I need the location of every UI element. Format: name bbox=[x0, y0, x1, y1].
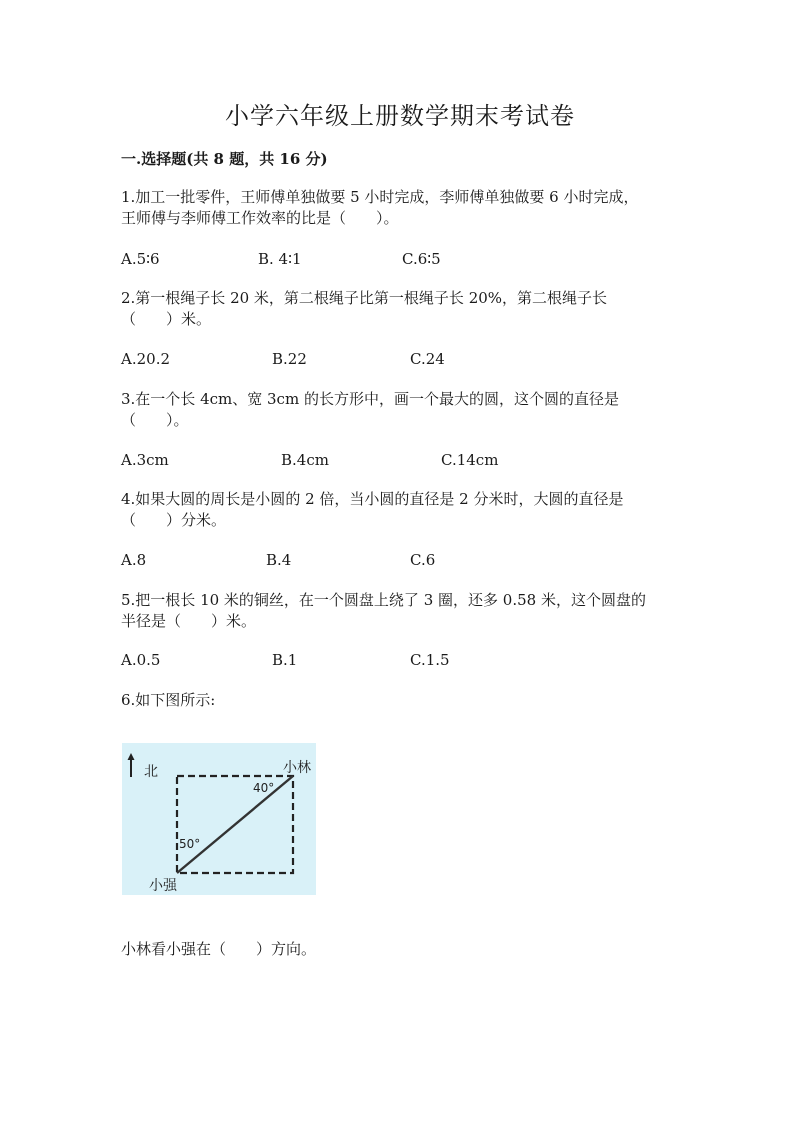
question-5-option-c[interactable]: C.1.5 bbox=[410, 651, 450, 669]
question-3-option-c[interactable]: C.14cm bbox=[441, 451, 499, 469]
question-1-option-c[interactable]: C.6∶5 bbox=[402, 250, 441, 268]
question-1-option-b[interactable]: B. 4∶1 bbox=[258, 250, 302, 268]
question-3-option-a[interactable]: A.3cm bbox=[121, 451, 169, 469]
question-5-line-1: 5.把一根长 10 米的铜丝，在一个圆盘上绕了 3 圈，还多 0.58 米，这个圆盘的 bbox=[121, 591, 646, 609]
question-6-prompt: 小林看小强在（ ）方向。 bbox=[121, 940, 317, 958]
question-4-option-b[interactable]: B.4 bbox=[266, 551, 292, 569]
question-3-line-2: （ ）。 bbox=[121, 411, 189, 429]
question-6-line-1: 6.如下图所示: bbox=[121, 691, 216, 709]
angle-50-label: 50° bbox=[179, 837, 201, 851]
question-2-option-b[interactable]: B.22 bbox=[272, 350, 307, 368]
page-title: 小学六年级上册数学期末考试卷 bbox=[225, 102, 575, 130]
question-1-option-a[interactable]: A.5∶6 bbox=[121, 250, 160, 268]
question-1-line-1: 1.加工一批零件，王师傅单独做要 5 小时完成，李师傅单独做要 6 小时完成， bbox=[121, 188, 639, 206]
question-2-line-2: （ ）米。 bbox=[121, 310, 212, 328]
direction-figure bbox=[122, 743, 316, 895]
question-3-option-b[interactable]: B.4cm bbox=[281, 451, 329, 469]
angle-40-label: 40° bbox=[253, 781, 275, 795]
question-4-line-1: 4.如果大圆的周长是小圆的 2 倍，当小圆的直径是 2 分米时，大圆的直径是 bbox=[121, 490, 624, 508]
question-4-option-a[interactable]: A.8 bbox=[121, 551, 147, 569]
question-5-option-b[interactable]: B.1 bbox=[272, 651, 298, 669]
question-5-line-2: 半径是（ ）米。 bbox=[121, 612, 257, 630]
xiaoqiang-label: 小强 bbox=[149, 878, 177, 894]
question-4-line-2: （ ）分米。 bbox=[121, 511, 227, 529]
north-label: 北 bbox=[144, 764, 158, 780]
question-2-option-a[interactable]: A.20.2 bbox=[121, 350, 170, 368]
question-4-option-c[interactable]: C.6 bbox=[410, 551, 436, 569]
xiaolin-label: 小林 bbox=[283, 760, 311, 776]
section-heading: 一.选择题(共 8 题，共 16 分) bbox=[121, 150, 328, 168]
question-2-option-c[interactable]: C.24 bbox=[410, 350, 445, 368]
question-2-line-1: 2.第一根绳子长 20 米，第二根绳子比第一根绳子长 20%，第二根绳子长 bbox=[121, 289, 608, 307]
question-1-line-2: 王师傅与李师傅工作效率的比是（ ）。 bbox=[121, 209, 399, 227]
direction-diagram bbox=[122, 743, 316, 895]
question-3-line-1: 3.在一个长 4cm、宽 3cm 的长方形中，画一个最大的圆，这个圆的直径是 bbox=[121, 390, 619, 408]
question-5-option-a[interactable]: A.0.5 bbox=[121, 651, 161, 669]
